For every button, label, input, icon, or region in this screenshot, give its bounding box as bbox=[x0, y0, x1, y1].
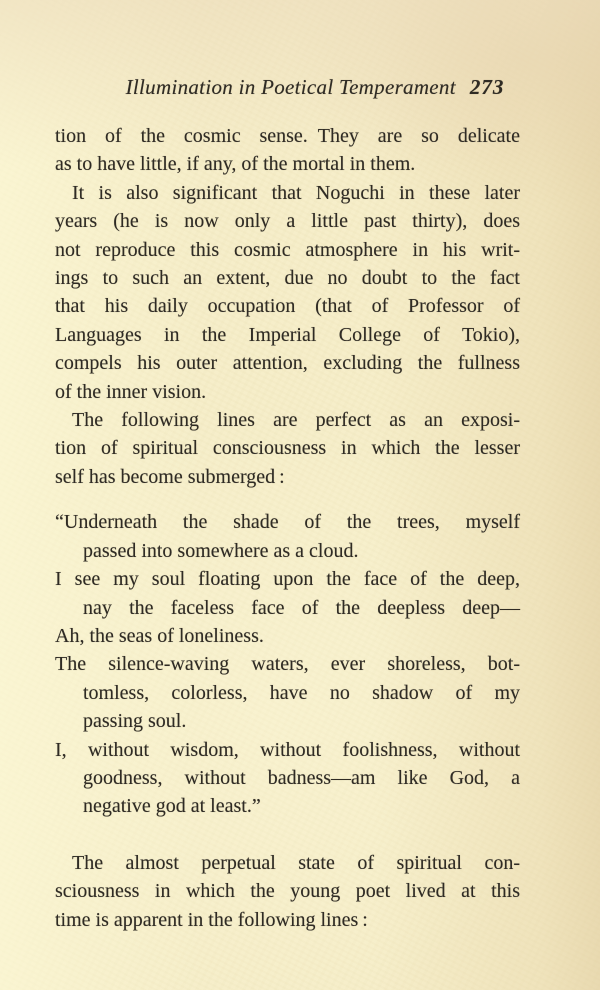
text-line: The silence-waving waters, ever shoreless, bot- bbox=[55, 653, 520, 676]
text-line: passing soul. bbox=[83, 710, 187, 733]
text-line: self has become submerged : bbox=[55, 465, 285, 488]
text-line: ings to such an extent, due no doubt to the fact bbox=[55, 267, 520, 290]
text-line: of the inner vision. bbox=[55, 380, 207, 403]
text-line: negative god at least.” bbox=[83, 795, 261, 818]
page-body bbox=[55, 122, 520, 934]
text-line: sciousness in which the young poet lived at this bbox=[55, 880, 520, 903]
text-line: Ah, the seas of loneliness. bbox=[55, 624, 264, 647]
paragraph-closing bbox=[55, 849, 520, 934]
text-line: tomless, colorless, have no shadow of my bbox=[83, 681, 520, 704]
text-line: goodness, without badness—am like God, a bbox=[83, 766, 520, 789]
text-line: tion of spiritual consciousness in which the lesser bbox=[55, 437, 520, 460]
poem-quote bbox=[55, 508, 520, 820]
text-line: It is also significant that Noguchi in these later bbox=[72, 181, 520, 204]
text-line: years (he is now only a little past thirty), does bbox=[55, 210, 520, 233]
text-line: The following lines are perfect as an exposi- bbox=[72, 409, 520, 432]
text-line: compels his outer attention, excluding the fullness bbox=[55, 352, 520, 375]
text-line: passed into somewhere as a cloud. bbox=[83, 539, 359, 562]
text-line: I, without wisdom, without foolishness, without bbox=[55, 738, 520, 761]
text-line: The almost perpetual state of spiritual con- bbox=[72, 851, 520, 874]
text-line: I see my soul floating upon the face of the deep, bbox=[55, 568, 520, 591]
paragraph-continuation bbox=[55, 122, 520, 179]
text-line: “Underneath the shade of the trees, myself bbox=[55, 511, 520, 534]
page-number: 273 bbox=[469, 75, 505, 99]
text-line: nay the faceless face of the deepless deep— bbox=[83, 596, 520, 619]
paragraph-noguchi bbox=[55, 179, 520, 406]
text-line: that his daily occupation (that of Professor of bbox=[55, 295, 520, 318]
running-header-title: Illumination in Poetical Temperament bbox=[125, 75, 456, 99]
running-header bbox=[90, 74, 540, 100]
text-line: Languages in the Imperial College of Tokio), bbox=[55, 323, 520, 346]
text-line: time is apparent in the following lines : bbox=[55, 908, 368, 931]
text-line: not reproduce this cosmic atmosphere in his writ- bbox=[55, 238, 520, 261]
text-line: as to have little, if any, of the mortal in them. bbox=[55, 153, 416, 176]
text-line: tion of the cosmic sense. They are so delicate bbox=[55, 125, 520, 147]
paragraph-intro-lines bbox=[55, 406, 520, 491]
